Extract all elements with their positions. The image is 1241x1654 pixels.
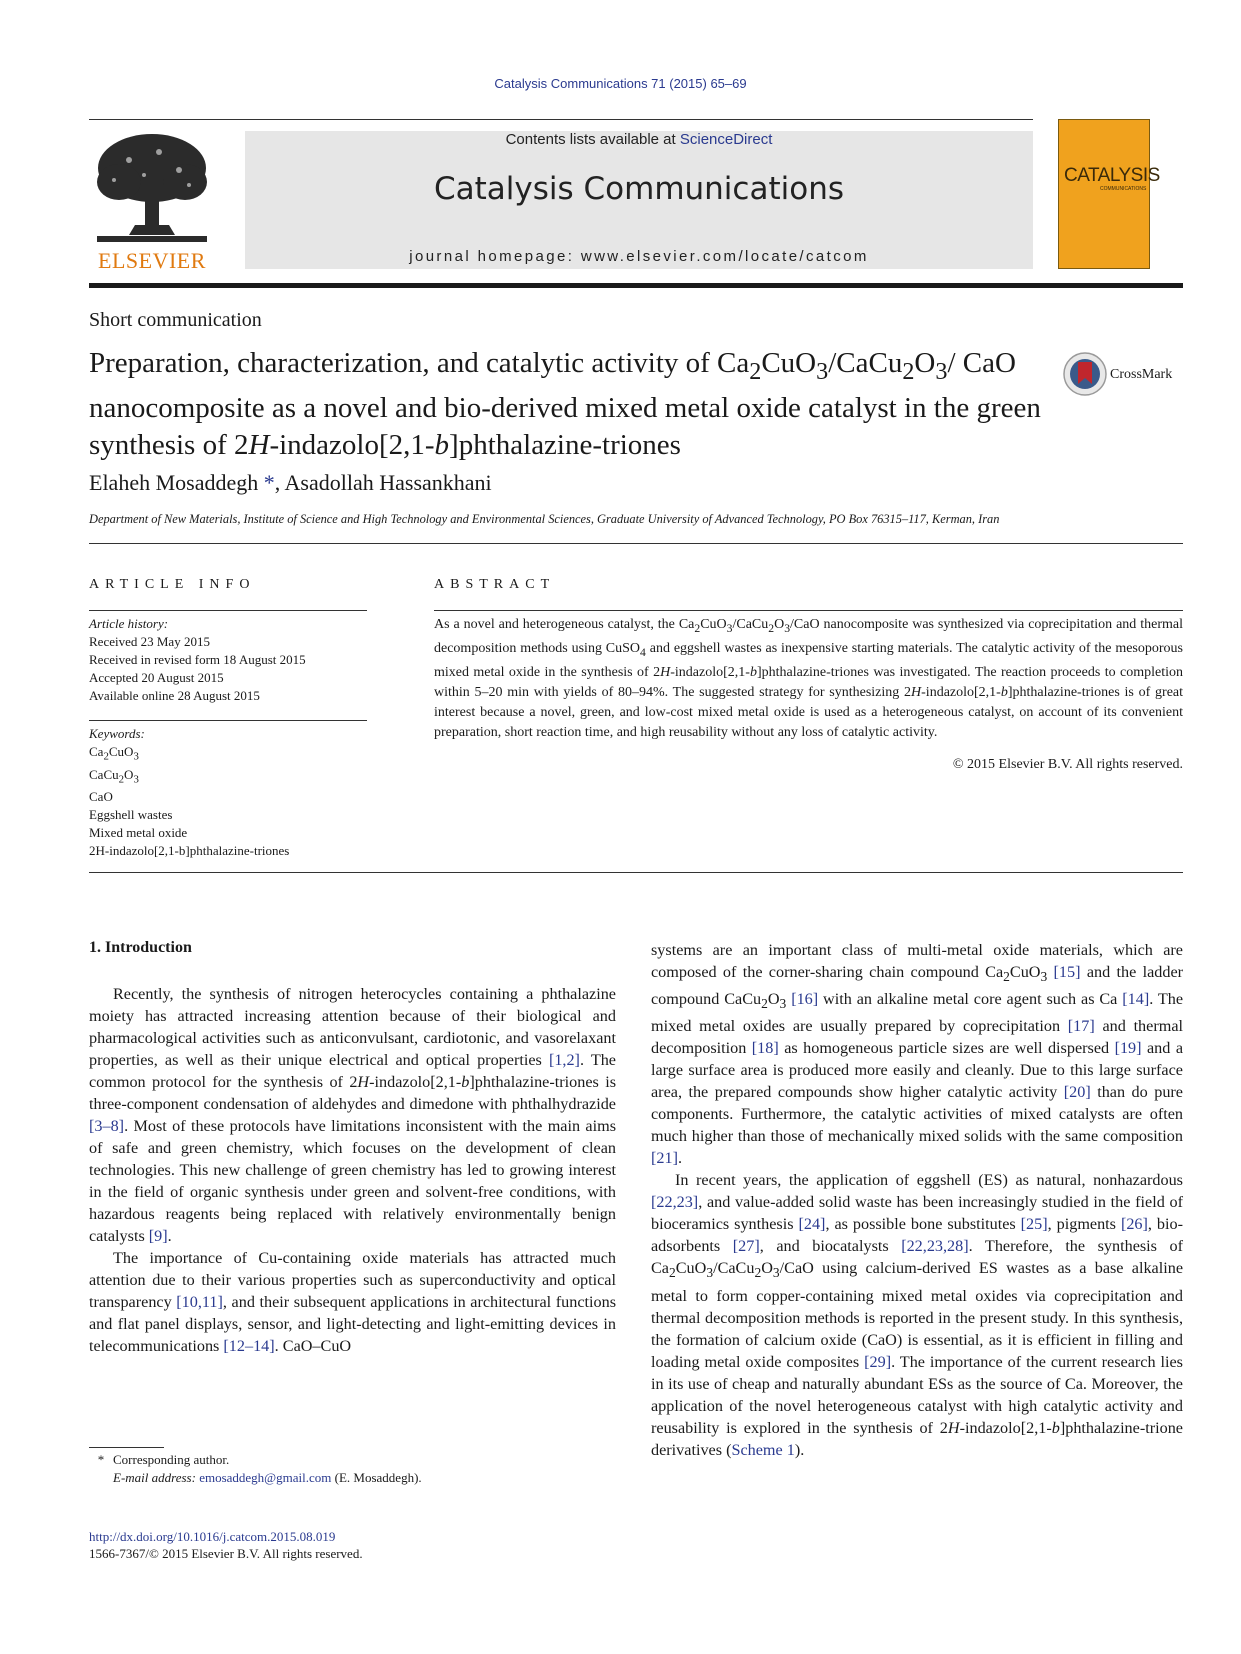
corresponding-author-mark[interactable]: *	[258, 470, 275, 495]
article-title: Preparation, characterization, and catalytic activity of $Ca_2CuO_3/CaCu_2O_3/$ CaO nanocomposite as a novel and bio-derived mixed metal oxide catalyst in the green synthesis of 2H-indazolo[2,1-b]phthalazine-triones	[89, 347, 1041, 461]
contents-prefix: Contents lists available at	[505, 131, 680, 148]
history-accepted: Accepted 20 August 2015	[89, 670, 224, 685]
journal-name: Catalysis Communications	[433, 171, 844, 207]
cover-subtitle: COMMUNICATIONS	[1100, 186, 1147, 192]
section-heading-introduction: 1. Introduction	[89, 939, 192, 956]
citation-link[interactable]: [1,2]	[548, 1051, 580, 1069]
citation-link[interactable]: [25]	[1020, 1215, 1048, 1234]
header-rule	[89, 119, 1033, 120]
citation-link[interactable]: [21]	[651, 1149, 678, 1168]
abstract-heading: ABSTRACT	[434, 577, 556, 592]
citation-link[interactable]: [24]	[798, 1215, 826, 1234]
abstract-rule	[434, 610, 1183, 611]
crossmark-icon[interactable]	[1063, 352, 1107, 396]
footnote: * Corresponding author. E-mail address: emosaddegh@gmail.com (E. Mosaddegh).	[89, 1451, 422, 1487]
sciencedirect-link[interactable]: ScienceDirect	[679, 131, 773, 148]
footnote-mark: *	[97, 1452, 105, 1467]
issn-line: 1566-7367/© 2015 Elsevier B.V. All rights reserved.	[89, 1546, 363, 1561]
cover-title: CATALYSIS	[1064, 165, 1160, 186]
citation-link[interactable]: [15]	[1053, 963, 1081, 981]
keyword-list	[89, 725, 367, 860]
keyword-item: $Ca_2CuO_3$	[89, 744, 139, 763]
journal-citation[interactable]: Catalysis Communications 71 (2015) 65–69	[494, 76, 747, 91]
citation-link[interactable]: [17]	[1067, 1017, 1095, 1036]
journal-homepage[interactable]: journal homepage: www.elsevier.com/locate/catcom	[409, 248, 869, 265]
keyword-item: Eggshell wastes	[89, 807, 173, 823]
keyword-item: 2H-indazolo[2,1-b]phthalazine-triones	[89, 843, 290, 859]
body-column-right	[651, 939, 1183, 1461]
journal-cover-image	[1058, 119, 1150, 269]
abstract-body: As a novel and heterogeneous catalyst, the $Ca_2CuO_3/CaCu_2O_3$/CaO nanocomposite was synthesized via coprecipitation and thermal decomposition methods using CuSO$_4$ and eggshell wastes as inexpensive starting materials. The catalytic activity of the mesoporous mixed metal oxide in the synthesis of 2H-indazolo[2,1-b]phthalazine-triones was investigated. The reaction proceeds to completion within 5–20 min with yields of 80–94%. The suggested strategy for synthesizing 2H-indazolo[2,1-b]phthalazine-triones is of great interest because a novel, green, and low-cost mixed metal oxide is used as a heterogeneous catalyst, on account of its convenient preparation, short reaction time, and high reusability without any loss of catalytic activity.	[434, 617, 1184, 740]
abstract-copyright: © 2015 Elsevier B.V. All rights reserved.	[952, 757, 1183, 772]
crossmark-label[interactable]: CrossMark	[1110, 367, 1173, 382]
author-name: Asadollah Hassankhani	[284, 470, 492, 495]
footnote-text: Corresponding author.	[113, 1452, 230, 1467]
article-info-rule	[89, 610, 367, 611]
history-revised: Received in revised form 18 August 2015	[89, 652, 306, 667]
elsevier-wordmark: ELSEVIER	[98, 248, 206, 273]
author-email-link[interactable]: emosaddegh@gmail.com	[199, 1470, 332, 1485]
citation-link[interactable]: [29]	[864, 1352, 892, 1371]
citation-link[interactable]: [14]	[1122, 990, 1150, 1009]
citation-link[interactable]: [22,23,28]	[901, 1237, 969, 1256]
keyword-item: Mixed metal oxide	[89, 825, 188, 841]
paragraph: The importance of Cu-containing oxide materials has attracted much attention due to their various properties such as superconductivity and optical transparency [10,11], and their subsequent applications in architectural functions and flat panel displays, sensor, and light-detecting and light-emitting devices in telecommunications [12–14]. CaO–CuO	[89, 1249, 616, 1355]
citation-link[interactable]: [19]	[1114, 1039, 1142, 1058]
author-name: Elaheh Mosaddegh	[89, 470, 259, 495]
doi-link[interactable]: http://dx.doi.org/10.1016/j.catcom.2015.08.019	[89, 1529, 336, 1544]
email-label: E-mail address:	[113, 1470, 200, 1485]
article-info-heading: ARTICLE INFO	[89, 577, 256, 592]
front-matter-rule	[89, 872, 1183, 873]
history-online: Available online 28 August 2015	[89, 688, 260, 703]
keyword-item: CaO	[89, 789, 113, 805]
citation-link[interactable]: [20]	[1063, 1083, 1091, 1102]
body-column-left	[89, 983, 616, 1357]
history-label: Article history:	[89, 616, 169, 631]
masthead-thick-rule	[89, 283, 1183, 288]
citation-link[interactable]: [9]	[148, 1227, 168, 1245]
citation-link[interactable]: [3–8]	[89, 1117, 125, 1135]
keyword-item: $CaCu_2O_3$	[89, 766, 139, 786]
citation-link[interactable]: [12–14]	[223, 1337, 275, 1355]
paragraph: Recently, the synthesis of nitrogen heterocycles containing a phthalazine moiety has attracted increasing attention because of their biological and pharmacological activities such as anticonvulsant, cardiotonic, and vasorelaxant properties, as well as their unique electrical and optical properties [1,2]. The common protocol for the synthesis of 2H-indazolo[2,1-b]phthalazine-triones is three-component condensation of aldehydes and dimedone with phthalhydrazide [3–8]. Most of these protocols have limitations inconsistent with the main aims of safe and green chemistry, which focuses on the development of clean technologies. This new challenge of green chemistry has led to growing interest in the field of organic synthesis under green and solvent-free conditions, with hazardous reagents being replaced with relatively environmentally benign catalysts [9].	[89, 985, 616, 1245]
paragraph: In recent years, the application of eggshell (ES) as natural, nonhazardous [22,23], and value-added solid waste has been increasingly studied in the field of bioceramics synthesis [24], as possible bone substitutes [25], pigments [26], bio-adsorbents [27], and biocatalysts [22,23,28]. Therefore, the synthesis of $Ca_2CuO_3/CaCu_2O_3$/CaO using calcium-derived ES wastes as a base alkaline metal to form copper-containing mixed metal oxides via coprecipitation and thermal decomposition methods is reported in the present study. In this synthesis, the formation of calcium oxide (CaO) is essential, as it is efficient in filling and loading metal oxide composites [29]. The importance of the current research lies in its use of cheap and naturally abundant ESs as the source of Ca. Moreover, the application of the novel heterogeneous catalyst with high catalytic activity and reusability is explored in the synthesis of 2H-indazolo[2,1-b]phthalazine-trione derivatives (Scheme 1).	[651, 1171, 1184, 1459]
paragraph: systems are an important class of multi-metal oxide materials, which are composed of the corner-sharing chain compound $Ca_2CuO_3$ [15] and the ladder compound $CaCu_2O_3$ [16] with an alkaline metal core agent such as Ca [14]. The mixed metal oxides are usually prepared by coprecipitation [17] and thermal decomposition [18] as homogeneous particle sizes are well dispersed [19] and a large surface area is produced more easily and cleanly. Due to this large surface area, the prepared compounds show higher catalytic activity [20] than do pure components. Furthermore, the catalytic activities of mixed catalysts are often much higher than those of mechanically mixed solids with the same composition [21].	[651, 941, 1184, 1168]
keywords-rule	[89, 720, 367, 721]
citation-link[interactable]: [22,23]	[651, 1193, 699, 1212]
history-received: Received 23 May 2015	[89, 634, 210, 649]
citation-link[interactable]: [26]	[1120, 1215, 1148, 1234]
footnote-rule	[89, 1447, 164, 1448]
citation-link[interactable]: [10,11]	[176, 1293, 223, 1311]
keywords-label: Keywords:	[89, 726, 145, 741]
citation-link[interactable]: [27]	[732, 1237, 760, 1256]
contents-line	[245, 131, 1033, 148]
citation-link[interactable]: [16]	[791, 990, 819, 1009]
article-history	[89, 615, 367, 705]
author-list: Elaheh Mosaddegh *, Asadollah Hassankhani	[89, 470, 492, 495]
affiliation: Department of New Materials, Institute of Science and High Technology and Environmental Sciences, Graduate University of Advanced Technology, PO Box 76315–117, Kerman, Iran	[89, 512, 1000, 526]
scheme-link[interactable]: Scheme 1	[731, 1440, 795, 1459]
article-type: Short communication	[89, 309, 262, 331]
affiliation-rule	[89, 543, 1183, 544]
citation-link[interactable]: [18]	[751, 1039, 779, 1058]
